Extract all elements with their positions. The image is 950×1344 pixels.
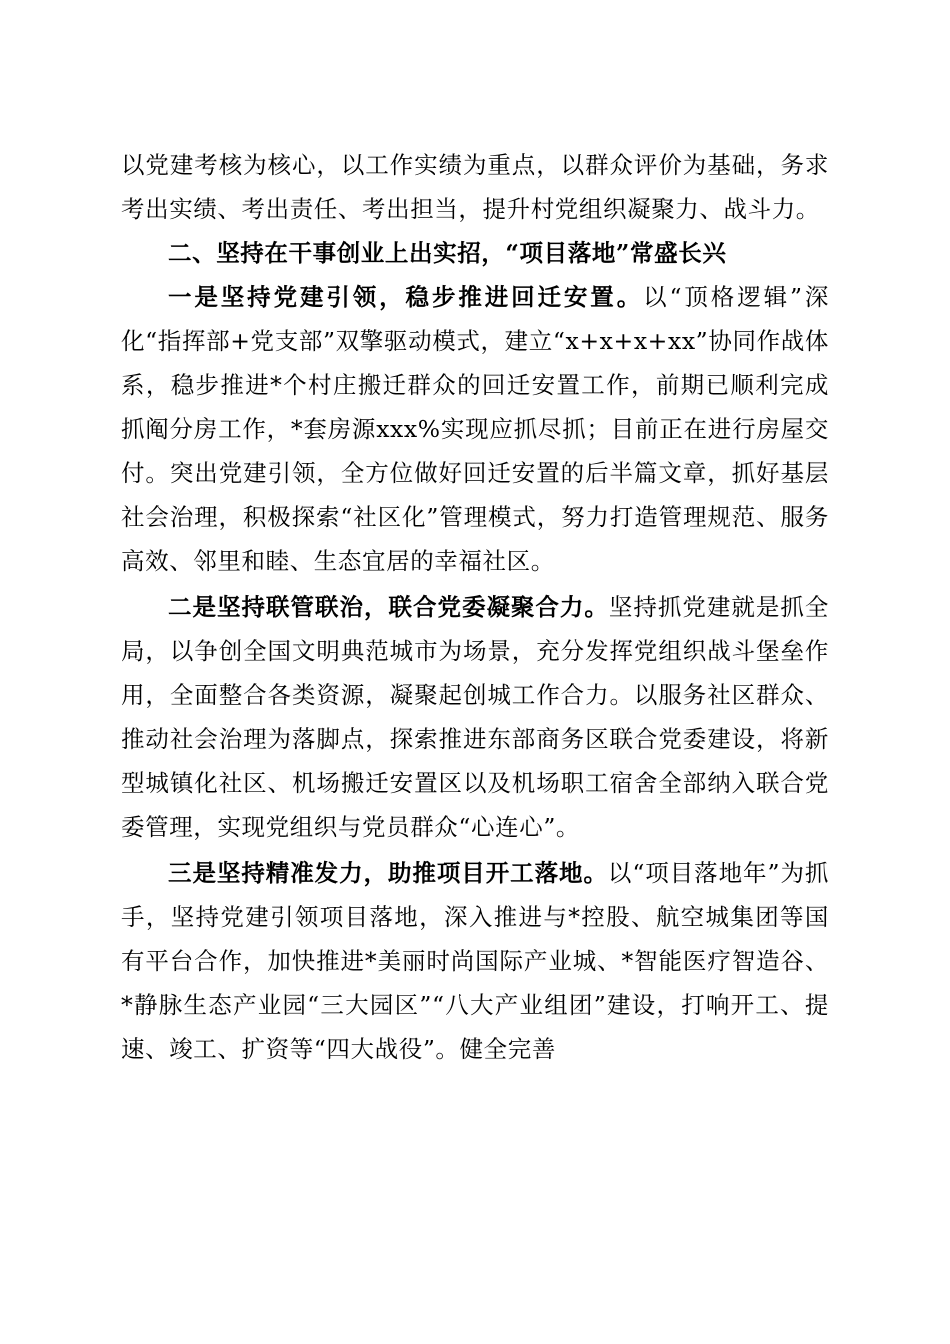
paragraph-text: 坚持抓党建就是抓全局，以争创全国文明典范城市为场景，充分发挥党组织战斗堡垒作用，全面整合各类资源，凝聚起创城工作合力。以服务社区群众、推动社会治理为落脚点，探索推进东部商务区联合党委建设，将新型城镇化社区、机场搬迁安置区以及机场职工宿舍全部纳入联合党委管理，实现党组织与党员群众“心连心”。 [121,593,829,841]
section-heading: 二、坚持在干事创业上出实招，“项目落地”常盛长兴 [168,239,727,267]
paragraph-lead: 三是坚持精准发力，助推项目开工落地。 [168,859,608,887]
document-body [121,143,829,1071]
paragraph-text: 以“项目落地年”为抓手，坚持党建引领项目落地，深入推进与*控股、航空城集团等国有平台合作，加快推进*美丽时尚国际产业城、*智能医疗智造谷、*静脉生态产业园“三大园区”“八大产业组团”建设，打响开工、提速、竣工、扩资等“四大战役”。健全完善 [121,859,829,1063]
paragraph-lead: 一是坚持党建引领，稳步推进回迁安置。 [168,283,644,311]
paragraph-joint-committee [121,585,829,849]
paragraph-text: 以党建考核为核心，以工作实绩为重点，以群众评价为基础，务求考出实绩、考出责任、考出担当，提升村党组织凝聚力、战斗力。 [121,151,829,223]
paragraph-resettlement [121,275,829,583]
paragraph-text: 以“顶格逻辑”深化“指挥部+党支部”双擎驱动模式，建立“x+x+x+xx”协同作战体系，稳步推进*个村庄搬迁群众的回迁安置工作，前期已顺利完成抓阄分房工作，*套房源xxx%实现应抓尽抓；目前正在进行房屋交付。突出党建引领，全方位做好回迁安置的后半篇文章，抓好基层社会治理，积极探索“社区化”管理模式，努力打造管理规范、服务高效、邻里和睦、生态宜居的幸福社区。 [121,283,829,575]
paragraph-assessment [121,143,829,231]
paragraph-project-landing [121,851,829,1071]
paragraph-lead: 二是坚持联管联治，联合党委凝聚合力。 [168,593,609,621]
